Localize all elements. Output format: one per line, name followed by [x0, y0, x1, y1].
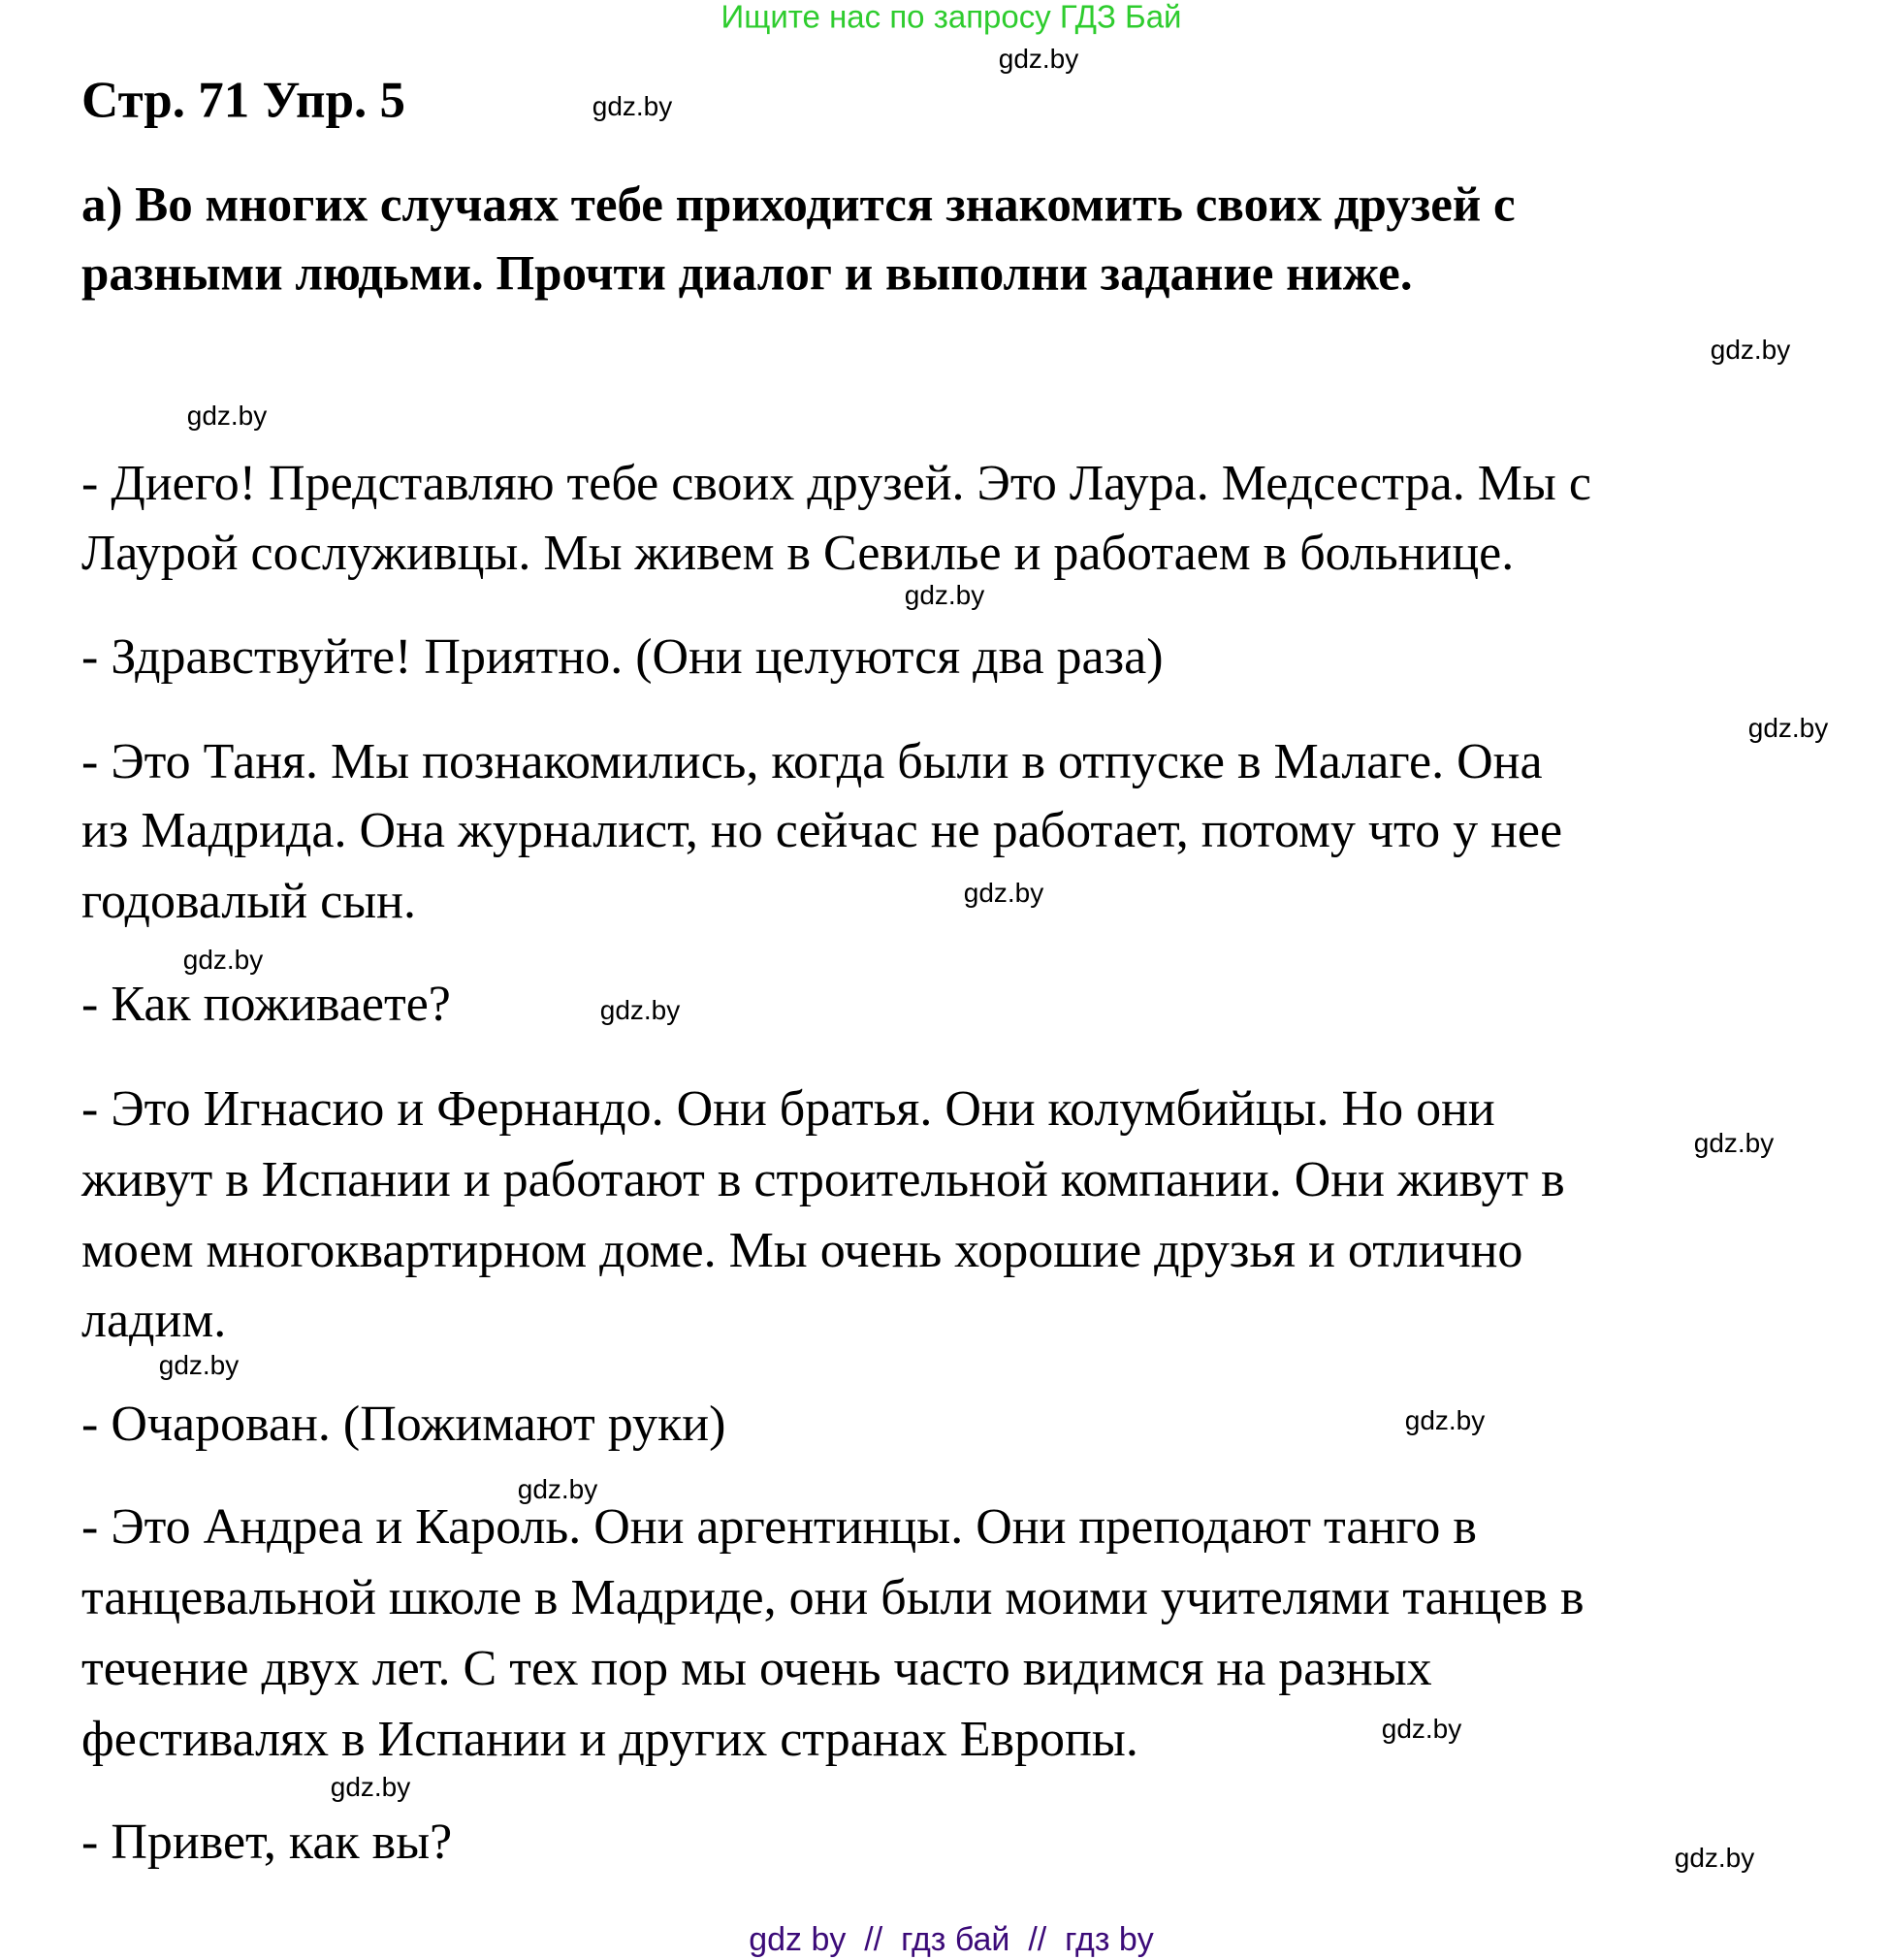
dialogue-line: течение двух лет. С тех пор мы очень часто видимся на разных: [81, 1641, 1432, 1696]
dialogue-line: годовалый сын.: [81, 874, 416, 929]
watermark: gdz.by: [158, 1350, 240, 1380]
watermark: gdz.by: [186, 401, 268, 431]
watermark: gdz.by: [1381, 1714, 1462, 1744]
dialogue-line: - Это Андреа и Кароль. Они аргентинцы. Они преподают танго в: [81, 1499, 1477, 1555]
dialogue-line: танцевальной школе в Мадриде, они были моими учителями танцев в: [81, 1570, 1585, 1625]
dialogue-line: - Здравствуйте! Приятно. (Они целуются два раза): [81, 629, 1164, 685]
watermark: gdz.by: [330, 1772, 411, 1802]
promo-banner: Ищите нас по запросу ГДЗ Бай: [720, 0, 1182, 35]
watermark: gdz.by: [517, 1474, 598, 1504]
footer-links: gdz by // гдз бай // гдз by: [749, 1921, 1154, 1958]
watermark: gdz.by: [1693, 1128, 1775, 1158]
watermark: gdz.by: [1404, 1405, 1486, 1435]
dialogue-line: - Как поживаете?: [81, 977, 451, 1032]
dialogue-line: моем многоквартирном доме. Мы очень хорошие друзья и отлично: [81, 1223, 1523, 1278]
page-title: Стр. 71 Упр. 5: [81, 72, 406, 129]
watermark: gdz.by: [592, 91, 673, 121]
dialogue-line: - Диего! Представляю тебе своих друзей. Это Лаура. Медсестра. Мы с: [81, 456, 1591, 511]
dialogue-line: - Это Игнасио и Фернандо. Они братья. Они колумбийцы. Но они: [81, 1081, 1495, 1137]
task-line-2: разными людьми. Прочти диалог и выполни задание ниже.: [81, 246, 1413, 302]
watermark: gdz.by: [998, 44, 1079, 74]
dialogue-line: - Очарован. (Пожимают руки): [81, 1397, 726, 1452]
watermark: gdz.by: [1674, 1843, 1755, 1873]
dialogue-line: из Мадрида. Она журналист, но сейчас не работает, потому что у нее: [81, 803, 1563, 858]
dialogue-line: - Привет, как вы?: [81, 1815, 453, 1870]
dialogue-line: Лаурой сослуживцы. Мы живем в Севилье и работаем в больнице.: [81, 526, 1515, 581]
dialogue-line: - Это Таня. Мы познакомились, когда были в отпуске в Малаге. Она: [81, 734, 1543, 789]
dialogue-line: ладим.: [81, 1293, 227, 1348]
watermark: gdz.by: [599, 995, 681, 1025]
dialogue-line: живут в Испании и работают в строительной компании. Они живут в: [81, 1152, 1565, 1207]
task-line-1: а) Во многих случаях тебе приходится знакомить своих друзей с: [81, 177, 1516, 233]
dialogue-line: фестивалях в Испании и других странах Европы.: [81, 1712, 1138, 1767]
watermark: gdz.by: [904, 580, 985, 610]
watermark: gdz.by: [1747, 713, 1829, 743]
watermark: gdz.by: [182, 945, 264, 975]
watermark: gdz.by: [1710, 335, 1791, 365]
watermark: gdz.by: [963, 878, 1044, 908]
